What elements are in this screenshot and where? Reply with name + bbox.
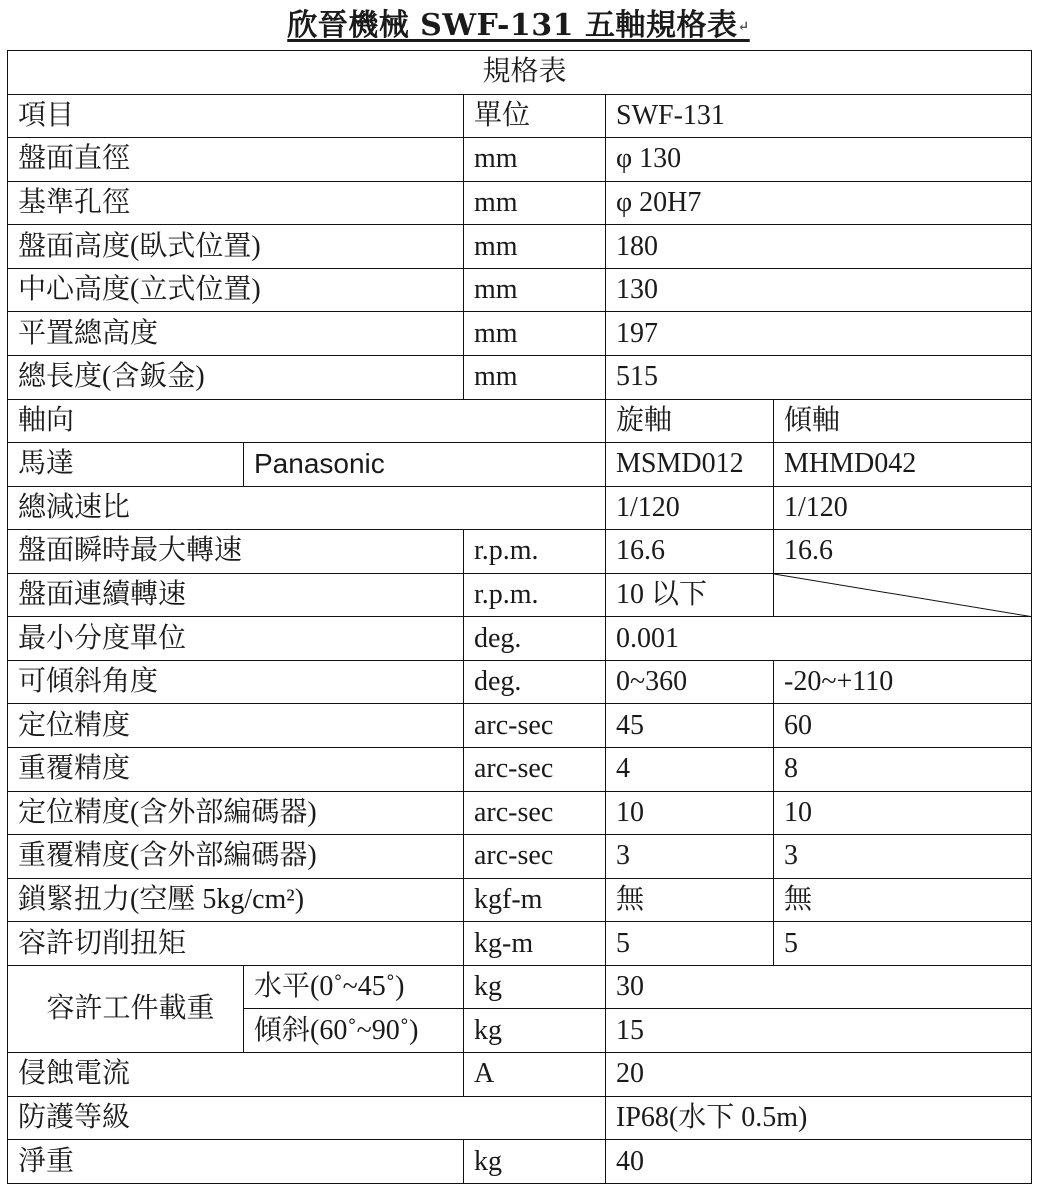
row-value: 0.001 — [606, 617, 1032, 661]
table-row — [8, 878, 1032, 922]
row-unit: mm — [464, 138, 606, 182]
row-unit: mm — [464, 268, 606, 312]
row-unit: A — [464, 1052, 606, 1096]
row-label: 容許工件載重 — [8, 965, 244, 1052]
tilt-value: 60 — [774, 704, 1032, 748]
row-label: 定位精度 — [8, 704, 464, 748]
row-label: 淨重 — [8, 1140, 464, 1184]
row-unit: arc-sec — [464, 704, 606, 748]
row-label: 容許切削扭矩 — [8, 922, 464, 966]
row-unit: r.p.m. — [464, 573, 606, 617]
row-label: 總減速比 — [8, 486, 606, 530]
rotary-value: 0~360 — [606, 660, 774, 704]
row-label: 侵蝕電流 — [8, 1052, 464, 1096]
row-value: 180 — [606, 225, 1032, 269]
rotary-value: 3 — [606, 835, 774, 879]
row-unit: mm — [464, 355, 606, 399]
row-label: 軸向 — [8, 399, 606, 443]
row-label: 盤面瞬時最大轉速 — [8, 530, 464, 574]
spec-table — [7, 50, 1032, 1184]
row-unit: mm — [464, 225, 606, 269]
row-value: 197 — [606, 312, 1032, 356]
rotary-value: 10 — [606, 791, 774, 835]
table-row — [8, 660, 1032, 704]
not-applicable-cell — [774, 573, 1032, 617]
rotary-value: MSMD012 — [606, 443, 774, 487]
table-row — [8, 791, 1032, 835]
row-unit: 單位 — [464, 94, 606, 138]
table-row — [8, 704, 1032, 748]
diagonal-slash-icon — [774, 574, 1031, 617]
table-row — [8, 1096, 1032, 1140]
rotary-value: 5 — [606, 922, 774, 966]
row-value: 515 — [606, 355, 1032, 399]
row-unit: deg. — [464, 660, 606, 704]
row-value: 130 — [606, 268, 1032, 312]
table-caption: 規格表 — [8, 51, 1032, 95]
table-row — [8, 922, 1032, 966]
row-unit: arc-sec — [464, 835, 606, 879]
row-label: 重覆精度(含外部編碼器) — [8, 835, 464, 879]
table-row — [8, 748, 1032, 792]
table-row — [8, 94, 1032, 138]
table-row — [8, 486, 1032, 530]
tilt-value: 16.6 — [774, 530, 1032, 574]
row-label: 防護等級 — [8, 1096, 606, 1140]
tilt-value: 無 — [774, 878, 1032, 922]
table-row — [8, 573, 1032, 617]
row-label: 基準孔徑 — [8, 181, 464, 225]
table-row — [8, 225, 1032, 269]
load-row-horizontal — [8, 965, 1032, 1009]
tilt-axis-header: 傾軸 — [774, 399, 1032, 443]
row-unit: kg — [464, 1140, 606, 1184]
document-title — [0, 8, 1037, 45]
row-label: 馬達 — [8, 443, 244, 487]
table-row — [8, 530, 1032, 574]
rotary-value: 45 — [606, 704, 774, 748]
table-row — [8, 181, 1032, 225]
row-value: 20 — [606, 1052, 1032, 1096]
row-label: 盤面連續轉速 — [8, 573, 464, 617]
row-label: 總長度(含鈑金) — [8, 355, 464, 399]
rotary-axis-header: 旋軸 — [606, 399, 774, 443]
table-caption-row — [8, 51, 1032, 95]
row-label: 定位精度(含外部編碼器) — [8, 791, 464, 835]
row-label: 平置總高度 — [8, 312, 464, 356]
table-row — [8, 835, 1032, 879]
tilt-value: 3 — [774, 835, 1032, 879]
row-label: 鎖緊扭力(空壓 5kg/cm²) — [8, 878, 464, 922]
rotary-value: 無 — [606, 878, 774, 922]
tilt-value: 5 — [774, 922, 1032, 966]
table-row — [8, 617, 1032, 661]
row-label: 盤面直徑 — [8, 138, 464, 182]
table-row — [8, 355, 1032, 399]
axis-header-row — [8, 399, 1032, 443]
row-unit: kg — [464, 965, 606, 1009]
row-unit: deg. — [464, 617, 606, 661]
row-value: 40 — [606, 1140, 1032, 1184]
rotary-value: 4 — [606, 748, 774, 792]
row-value: φ 130 — [606, 138, 1032, 182]
rotary-value: 10 以下 — [606, 573, 774, 617]
row-unit: arc-sec — [464, 748, 606, 792]
table-row — [8, 138, 1032, 182]
tilt-value: -20~+110 — [774, 660, 1032, 704]
row-unit: mm — [464, 312, 606, 356]
table-row — [8, 312, 1032, 356]
row-value: SWF-131 — [606, 94, 1032, 138]
row-value: 30 — [606, 965, 1032, 1009]
row-unit: kg — [464, 1009, 606, 1053]
tilt-value: MHMD042 — [774, 443, 1032, 487]
row-unit: r.p.m. — [464, 530, 606, 574]
load-sub-label: 水平(0˚~45˚) — [244, 965, 464, 1009]
paragraph-mark: ↵ — [737, 19, 750, 35]
rotary-value: 1/120 — [606, 486, 774, 530]
row-value: 15 — [606, 1009, 1032, 1053]
row-unit: mm — [464, 181, 606, 225]
row-value: IP68(水下 0.5m) — [606, 1096, 1032, 1140]
row-label: 盤面高度(臥式位置) — [8, 225, 464, 269]
table-row — [8, 1052, 1032, 1096]
table-row — [8, 1140, 1032, 1184]
rotary-value: 16.6 — [606, 530, 774, 574]
tilt-value: 8 — [774, 748, 1032, 792]
row-label: 中心高度(立式位置) — [8, 268, 464, 312]
motor-row — [8, 443, 1032, 487]
row-label: 項目 — [8, 94, 464, 138]
row-unit: kgf-m — [464, 878, 606, 922]
row-value: φ 20H7 — [606, 181, 1032, 225]
row-unit: arc-sec — [464, 791, 606, 835]
tilt-value: 1/120 — [774, 486, 1032, 530]
row-unit: kg-m — [464, 922, 606, 966]
table-row — [8, 268, 1032, 312]
tilt-value: 10 — [774, 791, 1032, 835]
load-sub-label: 傾斜(60˚~90˚) — [244, 1009, 464, 1053]
document-title-text: 欣晉機械 SWF-131 五軸規格表 — [287, 8, 738, 43]
row-label: 可傾斜角度 — [8, 660, 464, 704]
motor-brand: Panasonic — [244, 443, 606, 487]
row-label: 重覆精度 — [8, 748, 464, 792]
row-label: 最小分度單位 — [8, 617, 464, 661]
